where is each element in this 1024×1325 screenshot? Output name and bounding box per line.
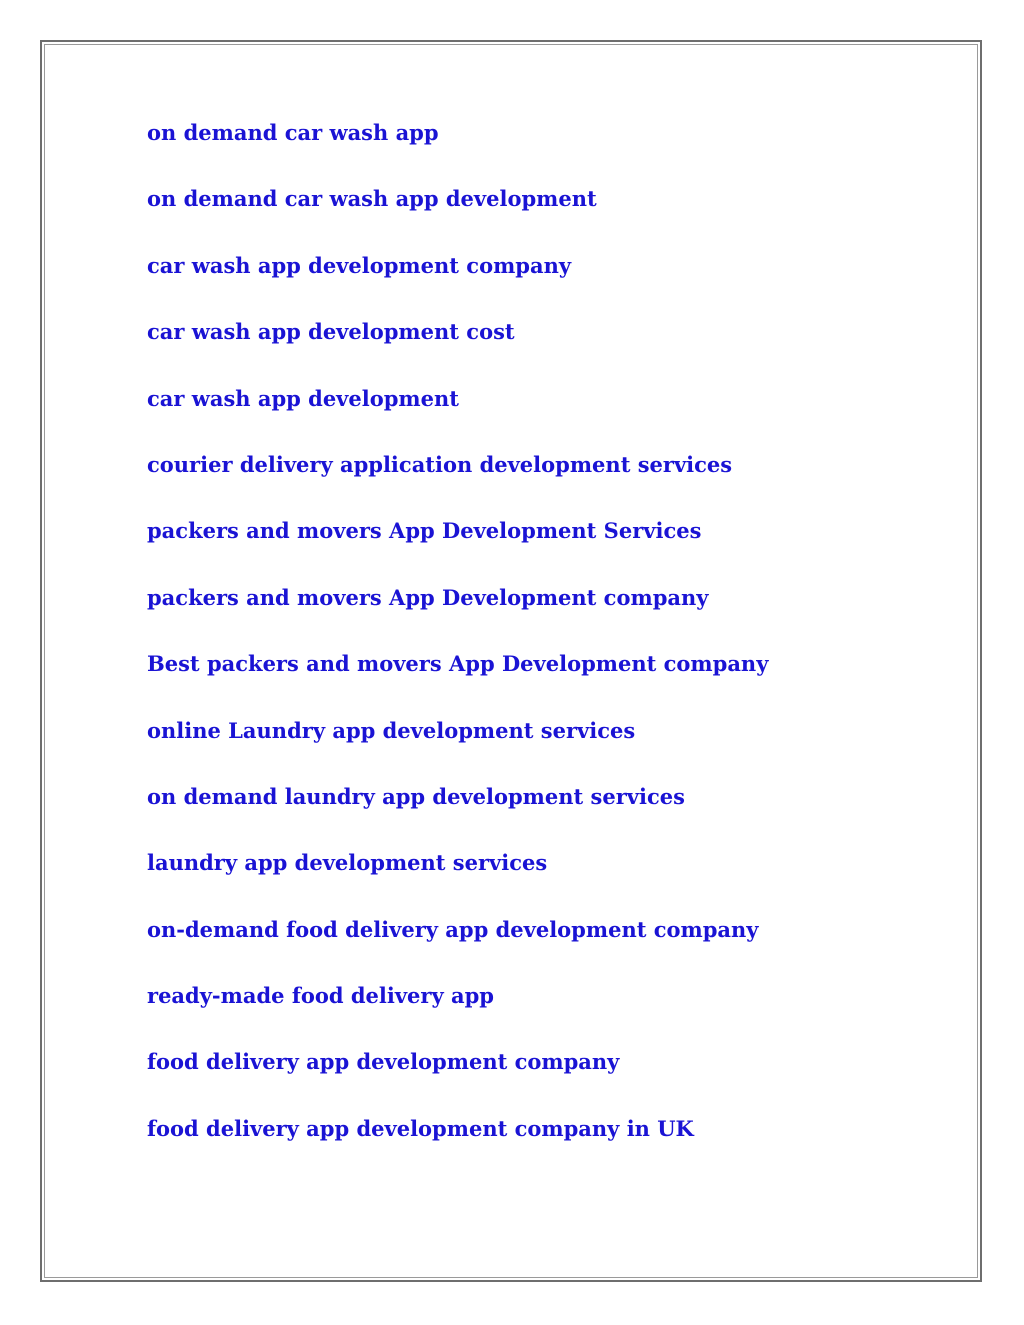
list-item [147, 715, 768, 781]
link-car-wash-app-development[interactable]: car wash app development [147, 385, 459, 411]
list-item [147, 183, 768, 249]
link-on-demand-laundry-app-development-services[interactable]: on demand laundry app development services [147, 783, 685, 809]
list-item [147, 847, 768, 913]
link-list [147, 117, 768, 1179]
link-packers-movers-app-development-company[interactable]: packers and movers App Development company [147, 584, 709, 610]
list-item [147, 449, 768, 515]
list-item [147, 250, 768, 316]
link-on-demand-car-wash-app-development[interactable]: on demand car wash app development [147, 186, 597, 212]
list-item [147, 980, 768, 1046]
list-item [147, 515, 768, 581]
link-best-packers-movers-app-development-company[interactable]: Best packers and movers App Development company [147, 651, 769, 677]
link-car-wash-app-development-company[interactable]: car wash app development company [147, 252, 572, 278]
list-item [147, 781, 768, 847]
link-packers-movers-app-development-services[interactable]: packers and movers App Development Services [147, 518, 702, 544]
link-food-delivery-app-development-company-uk[interactable]: food delivery app development company in UK [147, 1115, 694, 1141]
link-courier-delivery-application-development-services[interactable]: courier delivery application development services [147, 451, 733, 477]
link-food-delivery-app-development-company[interactable]: food delivery app development company [147, 1049, 620, 1075]
list-item [147, 383, 768, 449]
link-online-laundry-app-development-services[interactable]: online Laundry app development services [147, 717, 636, 743]
list-item [147, 316, 768, 382]
list-item [147, 117, 768, 183]
list-item [147, 648, 768, 714]
list-item [147, 1113, 768, 1179]
link-laundry-app-development-services[interactable]: laundry app development services [147, 850, 548, 876]
link-on-demand-car-wash-app[interactable]: on demand car wash app [147, 120, 439, 145]
list-item [147, 914, 768, 980]
link-ready-made-food-delivery-app[interactable]: ready-made food delivery app [147, 983, 494, 1009]
link-car-wash-app-development-cost[interactable]: car wash app development cost [147, 319, 515, 345]
link-on-demand-food-delivery-app-development-company[interactable]: on-demand food delivery app development company [147, 916, 759, 942]
list-item [147, 1046, 768, 1112]
list-item [147, 582, 768, 648]
